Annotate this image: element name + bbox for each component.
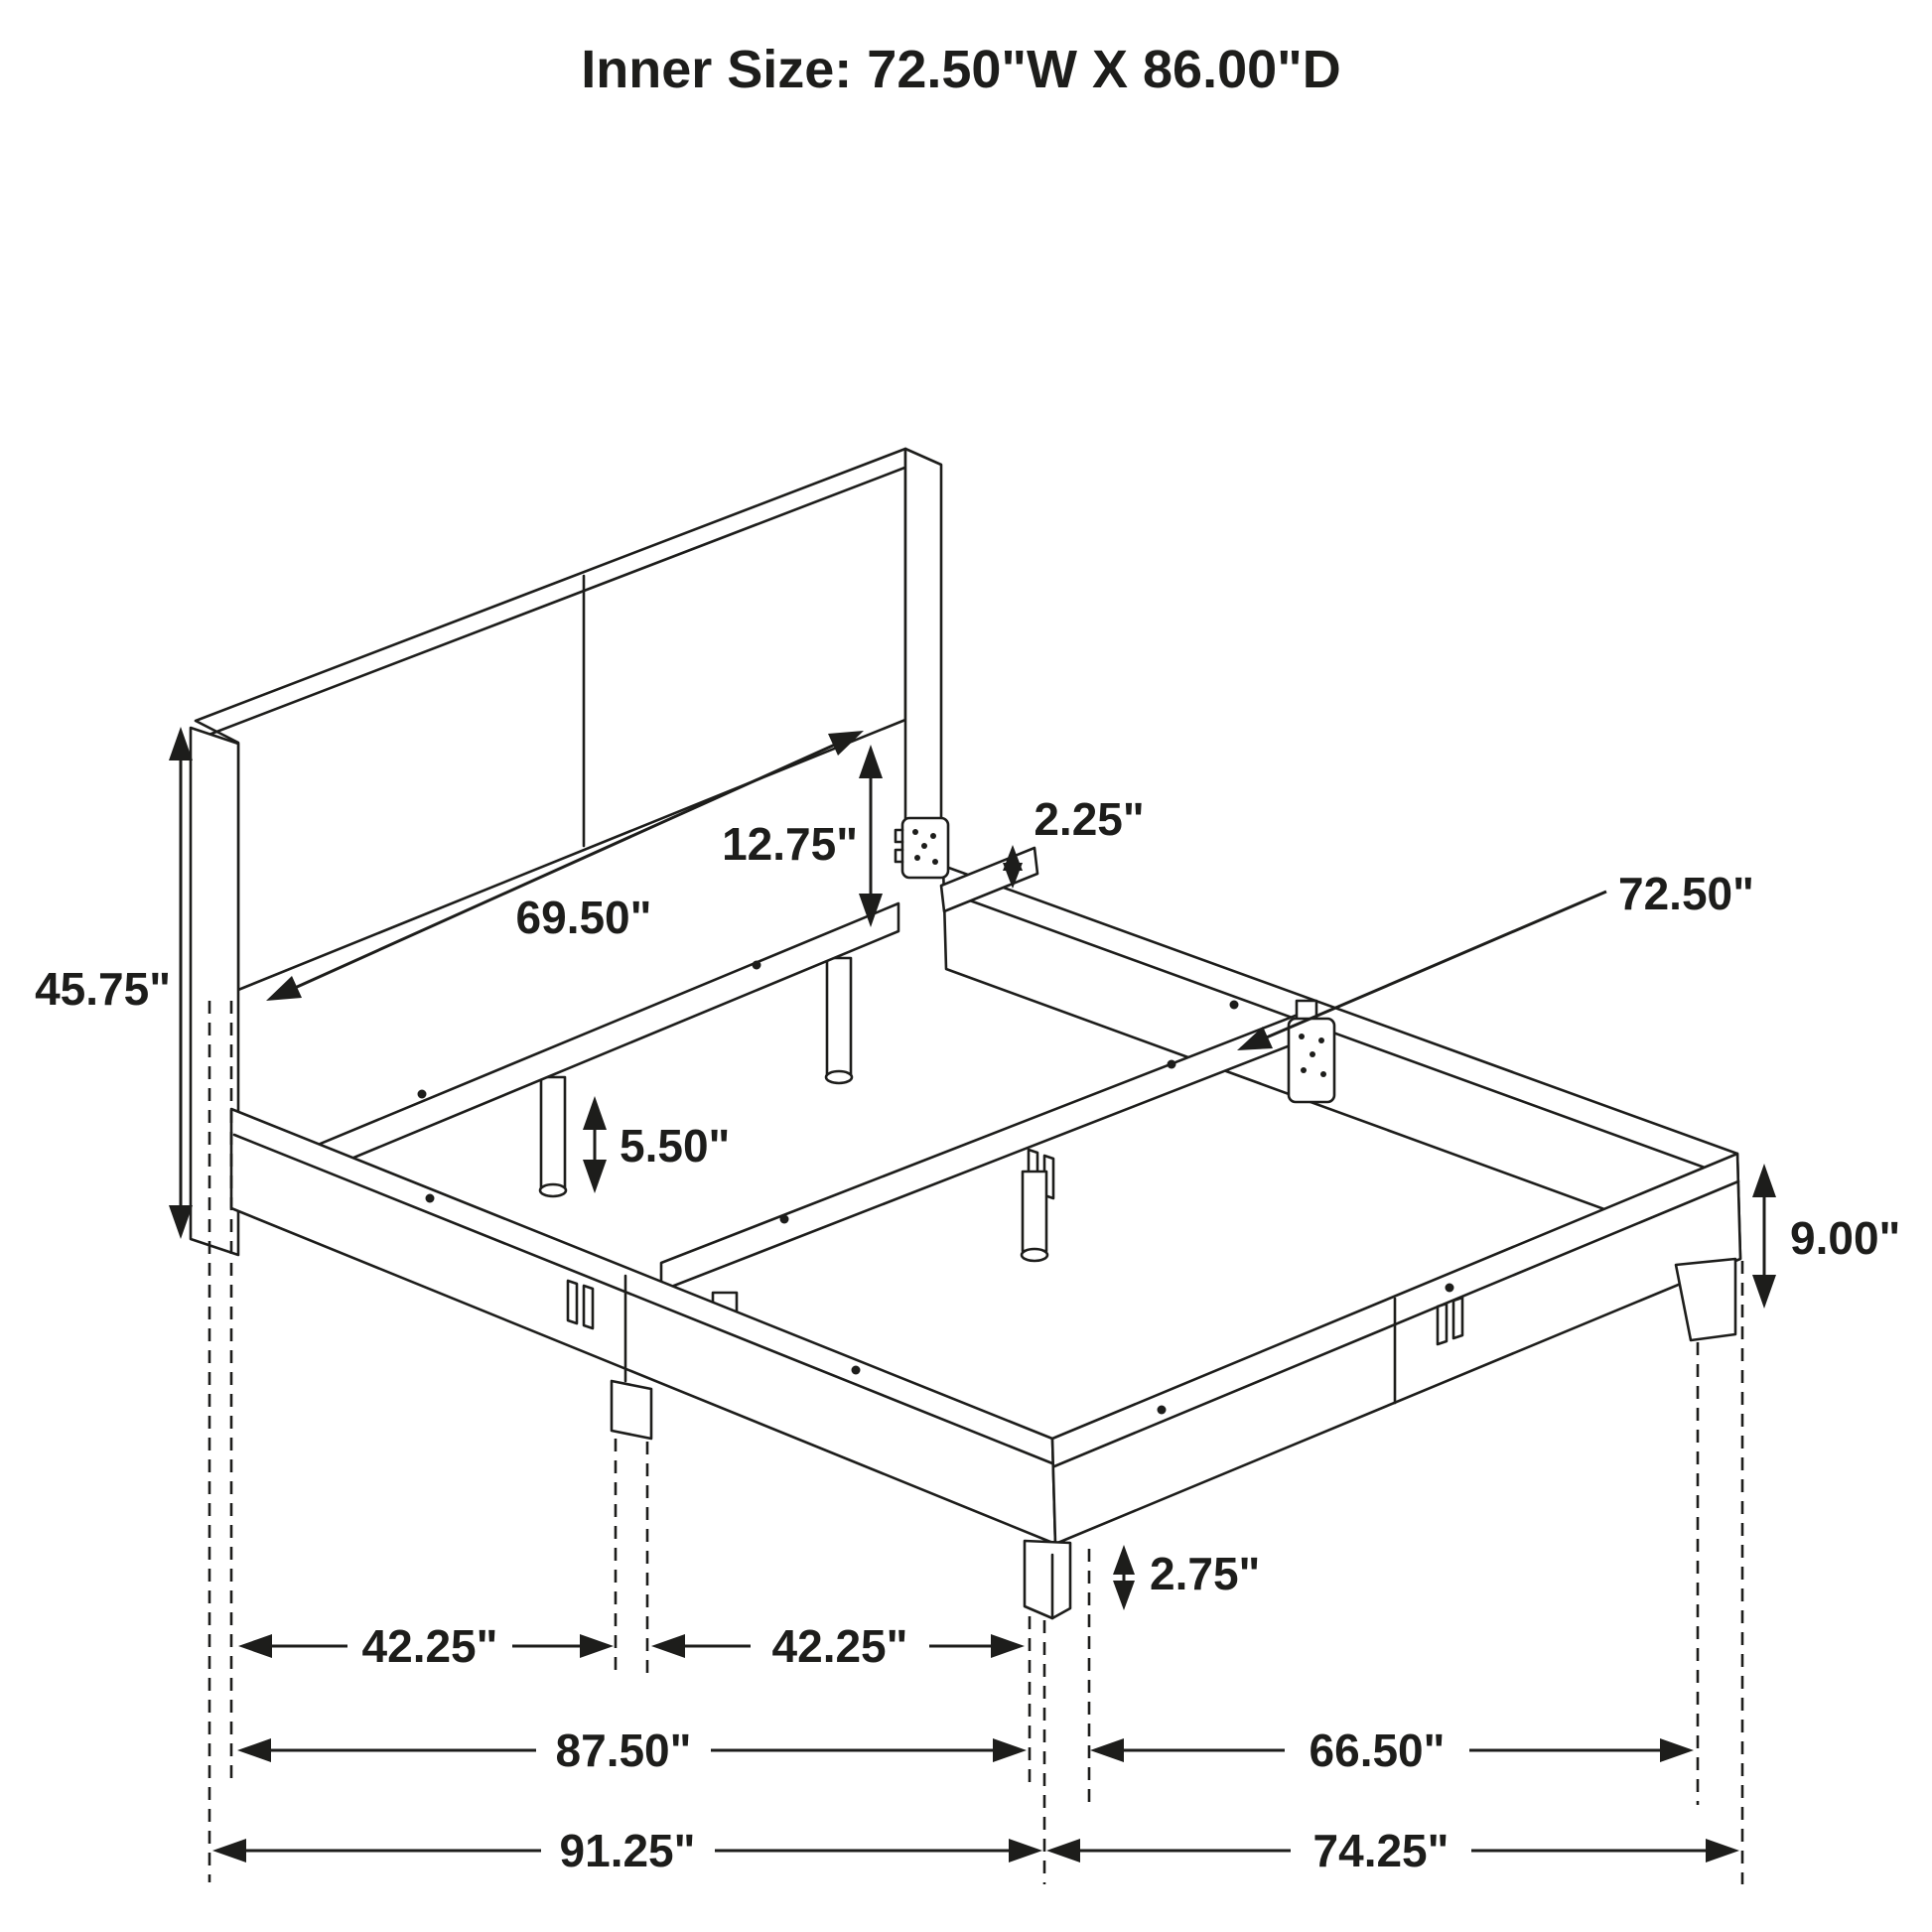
bracket-hole-icon [912,829,918,835]
dim-corner-leg-height [1113,1545,1260,1610]
dim-slat-above-rail-label: 2.25" [1034,793,1145,845]
right-side-rail [943,866,1740,1259]
hook-slot-icon [1453,1298,1462,1338]
screw-hole-icon [753,961,761,970]
dim-side-rail-height [1752,1164,1900,1309]
dim-slat-leg-height-label: 5.50" [620,1120,731,1172]
dim-front-leg-to-foot-label: 66.50" [1309,1725,1446,1776]
rail-center-leg [612,1381,651,1439]
arrow-up-icon [169,727,193,760]
bracket-hole-icon [914,855,920,861]
bracket-hole-icon [1301,1067,1307,1073]
arrow-up-right-icon [828,731,864,756]
arrow-left-icon [651,1634,685,1658]
dim-row-spans [238,1620,1025,1672]
slat-leg [541,1077,565,1187]
hook-slot-icon [584,1286,593,1328]
upholstery-button-icon [1158,1406,1167,1415]
bracket-hole-icon [921,843,927,849]
bracket-hole-icon [1320,1071,1326,1077]
upholstery-button-icon [852,1366,861,1375]
dim-headboard-height [35,727,193,1239]
slat-leg [827,958,851,1074]
slat-leg-foot [540,1184,566,1196]
arrow-up-icon [1752,1164,1776,1197]
upholstery-button-icon [1230,1001,1239,1010]
screw-hole-icon [1168,1060,1176,1069]
arrow-right-icon [580,1634,614,1658]
slat-leg [1023,1172,1046,1251]
dim-panel-to-slat-label: 12.75" [722,818,858,870]
screw-hole-icon [780,1215,789,1224]
arrow-up-icon [859,745,883,778]
arrow-right-icon [993,1738,1027,1762]
upholstery-button-icon [426,1194,435,1203]
arrow-right-icon [1009,1839,1042,1863]
arrow-down-icon [583,1160,607,1193]
dim-overall-width-label: 74.25" [1312,1825,1449,1876]
arrow-right-icon [991,1634,1025,1658]
screw-hole-icon [418,1090,427,1099]
dim-head-to-front-leg-label: 87.50" [555,1725,692,1776]
dim-span-right-label: 42.25" [771,1620,908,1672]
bracket-hole-icon [1310,1051,1315,1057]
bracket-hole-icon [1299,1034,1305,1039]
upholstery-button-icon [1446,1284,1454,1293]
dim-overall-depth-label: 91.25" [559,1825,696,1876]
hook-slot-icon [568,1281,577,1323]
arrow-down-icon [1113,1581,1135,1610]
dim-side-rail-height-label: 9.00" [1790,1212,1901,1264]
arrow-down-icon [1752,1275,1776,1309]
diagram-title: Inner Size: 72.50"W X 86.00"D [581,40,1341,99]
dim-row-middle [237,1725,1694,1776]
foot-rail-piping [1054,1181,1738,1466]
slat-leg-foot [826,1071,852,1083]
arrow-right-icon [1706,1839,1739,1863]
dim-headboard-height-label: 45.75" [35,963,171,1015]
arrow-right-icon [1660,1738,1694,1762]
arrow-left-icon [238,1634,272,1658]
dim-row-overall [212,1825,1739,1876]
arrow-up-icon [1113,1545,1135,1575]
right-rail-face [943,866,1740,1259]
bracket-hole-icon [1318,1037,1324,1043]
arrow-up-icon [583,1096,607,1130]
footboard-rail [1052,1154,1740,1544]
bracket-hole-icon [932,859,938,865]
headboard-right-post [905,449,941,874]
middle-slat-bar [661,1010,1311,1291]
rail-bracket [1289,1019,1334,1102]
dim-corner-leg-height-label: 2.75" [1150,1548,1261,1599]
bracket-hole-icon [930,833,936,839]
arrow-left-icon [1090,1738,1124,1762]
arrow-left-icon [237,1738,271,1762]
dim-span-left-label: 42.25" [361,1620,498,1672]
arrow-left-icon [212,1839,246,1863]
dim-headboard-width-label: 69.50" [515,892,652,943]
slat-leg-foot [1022,1249,1047,1261]
hook-slot-icon [1438,1304,1447,1344]
dim-inner-slat-width-label: 72.50" [1618,868,1754,919]
dim-slat-leg-height [583,1096,730,1193]
front-corner-leg [1025,1541,1070,1618]
arrow-down-left-icon [266,976,302,1001]
foot-rail-face [1052,1154,1740,1544]
arrow-down-icon [169,1205,193,1239]
right-rail-piping [945,892,1737,1179]
right-corner-leg [1676,1259,1735,1340]
arrow-left-icon [1046,1839,1080,1863]
